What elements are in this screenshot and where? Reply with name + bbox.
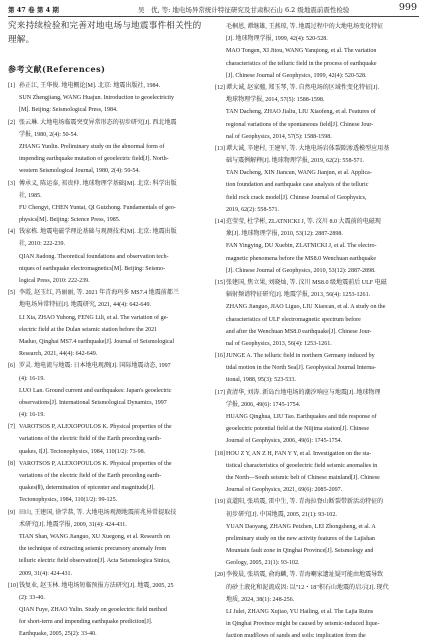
reference-line — [8, 580, 212, 592]
reference-text: Research, 2021, 44(4): 642-649. — [19, 351, 98, 358]
reference-text: 黄清华, 刘涛. 新岛台地电场的潮汐响应与地震[J]. 地球物理 — [226, 389, 381, 396]
reference-text: TIAN Shan, WANG Jianguo, XU Xuegong, et al. Research on — [19, 533, 170, 540]
reference-line — [8, 568, 212, 580]
reference-line — [215, 301, 421, 313]
reference-text: regional variations of the spontaneous field[J]. Chinese Jour- — [226, 121, 374, 128]
reference-entry — [215, 496, 421, 569]
reference-text: Earthquake, 2005, 25(2): 33-40. — [19, 631, 97, 638]
reference-line — [215, 387, 421, 399]
reference-text: variations of the electric field of the Earth preceding earth- — [19, 436, 162, 443]
reference-entry — [8, 507, 212, 580]
reference-line — [215, 374, 421, 386]
reference-line — [215, 58, 421, 70]
reference-line — [8, 543, 212, 555]
reference-text: impending earthquake mutation of geoelectric field[J]. North- — [19, 156, 169, 163]
reference-line — [215, 338, 421, 350]
reference-line — [8, 226, 212, 238]
reference-text: nal of Geophysics, 2013, 56(4): 1253-1261. — [226, 340, 332, 347]
reference-line — [8, 616, 212, 628]
reference-number: [4] — [8, 229, 16, 236]
reference-text: tidal motion in the North Sea[J]. Geophysical Journal Interna- — [226, 365, 376, 372]
reference-text: (4): 16-19. — [19, 375, 45, 382]
reference-number: [9] — [8, 509, 16, 516]
reference-text: Journal of Geophysics, 2021, 69(6): 2085-2097. — [226, 487, 343, 494]
reference-text: 李俊晨, 张培震, 俞海麟, 等. 青海喇家遗址疑可能由地震导致 — [226, 572, 384, 579]
reference-text: [J]. Chinese Journal of Geophysics, 1999, 42(4): 520-528. — [226, 72, 367, 79]
reference-number: [7] — [8, 424, 16, 431]
reference-text: 范莹莹, 杜学彬, ZLATNICKI J, 等. 汶川 8.0 大震前的电磁现 — [226, 219, 381, 225]
reference-line — [8, 433, 212, 445]
reference-line — [215, 435, 421, 447]
reference-text: physics[M]. Beijing: Science Press, 1985. — [19, 217, 121, 224]
reference-entry — [215, 350, 421, 387]
reference-line — [215, 460, 421, 472]
reference-line — [215, 630, 421, 642]
reference-text: 谭大诚, 赵家骝, 郑玉琴, 等. 自然电场的区域性变化特征[J]. — [226, 84, 380, 91]
reference-text: Journal of Geophysics, 2006, 49(6): 1745-1754. — [226, 438, 343, 445]
reference-entry — [215, 216, 421, 277]
reference-text: electric field at the Dulan seismic station before the 2021 — [19, 326, 158, 333]
reference-text: tion foundation and earthquake case analysis of the telluric — [226, 182, 369, 189]
reference-line — [215, 253, 421, 265]
reference-number: [15] — [215, 279, 226, 286]
reference-line — [215, 70, 421, 82]
reference-entry — [215, 21, 421, 82]
reference-line — [8, 409, 212, 421]
reference-text: 的砂土液化和泥流成因: 以"12・18"积石山地震的启示[J]. 现代 — [226, 584, 389, 591]
reference-line — [215, 277, 421, 289]
reference-line — [8, 592, 212, 604]
reference-text: field rock crack model[J]. Chinese Journal of Geophysics, — [226, 194, 367, 201]
reference-text: nal of Geophysics, 2014, 57(5): 1588-1598. — [226, 133, 332, 140]
reference-text: telluric electric field observation[J]. Acta Seismologica Sinica, — [19, 558, 171, 565]
reference-line — [8, 178, 212, 190]
reference-line — [8, 299, 212, 311]
reference-entry — [8, 458, 212, 507]
reference-text: HOU Z Y, AN Z H, FAN Y Y, et al. Investigation on the sta- — [226, 450, 372, 457]
reference-number: [16] — [215, 353, 226, 360]
reference-line — [8, 287, 212, 299]
reference-line — [215, 606, 421, 618]
reference-text: 术研究[J]. 地震学报, 2009, 31(4): 424-431. — [19, 521, 127, 528]
reference-line — [8, 555, 212, 567]
reference-number: [1] — [8, 83, 16, 89]
reference-text: 础与震例解释[J]. 地球物理学报, 2019, 62(2): 558-571. — [226, 158, 365, 165]
reference-number: [3] — [8, 180, 16, 187]
reference-entry — [8, 360, 212, 421]
references-right-column — [215, 21, 421, 643]
reference-text: characteristics of ULF electromagnetic spectrum before — [226, 316, 361, 323]
reference-line — [8, 397, 212, 409]
reference-line — [8, 482, 212, 494]
body-text-line: 理解。 — [8, 35, 35, 45]
reference-text: LI Xia, ZHAO Yuhong, FENG Lili, et al. The variation of ge- — [19, 314, 169, 321]
reference-line — [215, 557, 421, 569]
page-header — [8, 2, 419, 17]
reference-line — [8, 385, 212, 397]
reference-line — [8, 312, 212, 324]
journal-volume: 第 47 卷 第 4 期 — [8, 6, 59, 14]
reference-text: the North—South seismic belt of Chinese mainland[J]. Chinese — [226, 474, 380, 481]
reference-text: 钱家栋. 地震电磁学理论基础与观测技术[M]. 北京: 地震出版 — [19, 229, 177, 236]
reference-line — [8, 373, 212, 385]
reference-text: 地电场异常特征[J]. 地震研究, 2021, 44(4): 642-649. — [19, 302, 152, 309]
reference-text: FU Chengyi, CHEN Yuntai, QI Guizhong. Fundamentals of geo- — [19, 204, 176, 211]
reference-line — [8, 104, 212, 116]
reference-text: 张建国, 焦立果, 刘晓灿, 等. 汶川 MS8.0 级地震前后 ULF 电磁 — [226, 279, 387, 286]
reference-text: ZHANG Yunlin. Preliminary study on the abnormal form of — [19, 143, 165, 150]
reference-line — [8, 421, 212, 433]
reference-text: 田山, 王建国, 徐学恭, 等. 大地电场观测地震前兆异常提取技 — [19, 509, 177, 516]
reference-line — [215, 509, 421, 521]
reference-number: [8] — [8, 460, 16, 467]
reference-number: [2] — [8, 119, 16, 126]
reference-number: [19] — [215, 499, 226, 506]
reference-text: characteristics of the telluric field in the process of earthquake — [226, 60, 377, 67]
reference-line — [215, 289, 421, 301]
reference-entry — [215, 387, 421, 448]
reference-text: LUO Lan. Ground current and earthquakes: Japan's geoelectric — [19, 387, 172, 394]
reference-line — [215, 167, 421, 179]
reference-line — [8, 190, 212, 202]
reference-text: 2009, 31(4): 424-431. — [19, 570, 73, 577]
reference-line — [215, 265, 421, 277]
reference-text: observations[J]. International Seismological Dynamics, 1997 — [19, 399, 167, 406]
reference-text: SUN Zhengjiang, WANG Huajun. Introduction to geoelectricity — [19, 95, 175, 102]
reference-line — [8, 628, 212, 640]
reference-line — [8, 80, 212, 92]
reference-line — [215, 94, 421, 106]
reference-number: [14] — [215, 219, 226, 225]
reference-text: variations of the electric field of the Earth preceding earth- — [19, 473, 162, 479]
reference-entry — [8, 80, 212, 117]
reference-text: 钱复业, 赵玉林. 地电场短临预报方法研究[J]. 地震, 2005, 25 — [19, 582, 174, 589]
references-heading: 参考文献(References) — [8, 64, 106, 74]
reference-line — [8, 263, 212, 275]
reference-line — [8, 141, 212, 153]
reference-text: LI Julei, ZHANG Xujiao, YU Hailing, et al. The Lajia Ruins — [226, 609, 374, 615]
reference-entry — [215, 277, 421, 350]
reference-line — [8, 458, 212, 470]
body-text — [8, 19, 208, 47]
reference-line — [215, 411, 421, 423]
reference-entry — [215, 448, 421, 497]
reference-text: 初步研究[J]. 中国地震, 2005, 21(1): 93-102. — [226, 511, 337, 518]
reference-text: the technique of extracting seismic precursory anomaly from — [19, 546, 167, 553]
reference-text: QIAN Fuye, ZHAO Yulin. Study on geoelectric field method — [19, 607, 167, 614]
reference-line — [215, 569, 421, 581]
reference-number: [6] — [8, 363, 16, 370]
reference-line — [215, 484, 421, 496]
reference-text: ZHANG Jianguo, JIAO Liguo, LIU Xiaocan, et al. A study on the — [226, 304, 386, 311]
reference-text: 张云琳. 大地电场临震突变异常形态的初步研究[J]. 西北地震 — [19, 119, 177, 126]
reference-line — [8, 275, 212, 287]
reference-entry — [8, 287, 212, 360]
reference-text: 辐射频谱特征研究[J]. 地震学报, 2013, 56(4): 1253-1261. — [226, 292, 371, 299]
reference-line — [215, 545, 421, 557]
reference-line — [8, 92, 212, 104]
reference-line — [8, 117, 212, 129]
reference-entry — [8, 178, 212, 227]
reference-line — [215, 45, 421, 57]
reference-text: TAN Dacheng, ZHAO Jialiu, LIU Xiaofeng, et al. Features of — [226, 109, 376, 116]
reference-line — [215, 106, 421, 118]
reference-text: Geology, 2005, 21(1): 93-102. — [226, 560, 300, 567]
reference-text: 孙正江, 王华俊. 地电概论[M]. 北京: 地震出版社, 1984. — [19, 83, 161, 89]
reference-entry — [215, 143, 421, 216]
reference-line — [215, 448, 421, 460]
reference-line — [215, 21, 421, 33]
reference-text: tional, 1988, 95(3): 523-533. — [226, 377, 296, 384]
reference-text: VAROTSOS P, ALEXOPOULOS K. Physical properties of the — [19, 460, 172, 467]
reference-text: 毛桐恩, 谭继雄, 王燕琼, 等. 地震过程中的大地电场变化特征 — [226, 24, 384, 30]
reference-text: 学报, 1980, 2(4): 50-54. — [19, 131, 79, 138]
reference-line — [215, 33, 421, 45]
reference-line — [215, 326, 421, 338]
reference-line — [8, 531, 212, 543]
reference-entry — [8, 421, 212, 458]
reference-text: geoelectric potential field at the Niijima station[J]. Chinese — [226, 426, 370, 433]
reference-entry — [8, 580, 212, 641]
reference-line — [215, 521, 421, 533]
body-text-line: 究来持续检验和完善对地电场与地震事件相关性的 — [8, 21, 202, 31]
reference-line — [215, 618, 421, 630]
reference-text: [M]. Beijing: Seismological Press, 1984. — [19, 107, 118, 114]
reference-text: MAO Tongen, XI Jitou, WANG Yanqiong, et al. The variation — [226, 48, 377, 55]
reference-line — [8, 519, 212, 531]
reference-text: 学报, 2006, 49(6): 1745-1754. — [226, 401, 301, 408]
reference-line — [215, 204, 421, 216]
reference-line — [215, 179, 421, 191]
reference-entry — [215, 569, 421, 642]
reference-text: 地质, 2024, 38(1): 248-256. — [226, 596, 295, 603]
reference-line — [8, 251, 212, 263]
reference-line — [8, 324, 212, 336]
reference-number: [18] — [215, 450, 226, 457]
reference-line — [215, 131, 421, 143]
reference-text: Tectonophysics, 1984, 110(1/2): 99-125. — [19, 497, 118, 504]
reference-text: 社, 1985. — [19, 192, 42, 199]
reference-text: Maduo, Qinghai MS7.4 earthquake[J]. Journal of Seismological — [19, 338, 175, 345]
reference-entry — [8, 226, 212, 287]
reference-text: 地球物理学报, 2014, 57(5): 1588-1598. — [226, 97, 325, 104]
reference-text: preliminary study on the new activity features of the Lajishan — [226, 535, 375, 542]
references-left-column — [8, 80, 212, 641]
reference-text: 象[J]. 地球物理学报, 2010, 53(12): 2887-2898. — [226, 231, 343, 238]
reference-text: 傅承义, 陈运泰, 祁贵仲. 地球物理学基础[M]. 北京: 科学出版 — [19, 180, 177, 187]
reference-line — [215, 143, 421, 155]
reference-line — [215, 155, 421, 167]
reference-line — [8, 507, 212, 519]
reference-line — [215, 399, 421, 411]
reference-text: (4): 16-19. — [19, 412, 45, 419]
reference-line — [8, 360, 212, 372]
reference-line — [215, 423, 421, 435]
reference-entry — [8, 117, 212, 178]
reference-number: [17] — [215, 389, 226, 396]
reference-text: VAROTSOS P, ALEXOPOULOS K. Physical properties of the — [19, 424, 172, 431]
reference-line — [215, 216, 421, 228]
reference-line — [8, 470, 212, 482]
reference-text: [J]. 地球物理学报, 1999, 42(4): 520-528. — [226, 36, 328, 43]
reference-text: 罗灵. 地电流与地震: 日本地电观测[J]. 国际地震动态, 1997 — [19, 363, 171, 370]
running-title: 吴 优, 等: 地电场异常统计特征研究及甘肃积石山 6.2 级地震前震性检验 — [138, 6, 350, 14]
reference-line — [8, 604, 212, 616]
reference-number: [5] — [8, 290, 16, 297]
reference-text: HUANG Qinghua, LIU Tao. Earthquakes and tide response of — [226, 414, 377, 420]
reference-line — [215, 228, 421, 240]
reference-text: Mountain fault zone in Qinghai Province[J]. Seismology and — [226, 548, 374, 555]
reference-text: QIAN Jiadong. Theoretical foundations and observation tech- — [19, 253, 169, 260]
reference-text: JUNGE A. The telluric field in northern Germany induced by — [226, 353, 375, 360]
reference-text: faction mudflows of sands and soils: implication from the — [226, 633, 366, 640]
reference-text: and after the Wenchuan MS8.0 earthquake[J]. Chinese Jour- — [226, 328, 372, 335]
reference-text: niques of earthquake electromagnetics[M]. Beijing: Seismo- — [19, 265, 166, 272]
reference-text: tistical characteristics of geoelectric field seismic anomalies in — [226, 462, 378, 469]
reference-text: 袁道阳, 张培震, 雷中生, 等. 青海拉脊山断裂带新活动特征的 — [226, 499, 384, 506]
reference-text: 谭大诚, 辛建村, 王建军, 等. 大地电场岩体裂隙渗透模型应用基 — [226, 145, 390, 152]
reference-line — [215, 533, 421, 545]
reference-line — [8, 153, 212, 165]
reference-line — [215, 472, 421, 484]
reference-line — [215, 240, 421, 252]
reference-line — [8, 129, 212, 141]
reference-line — [215, 82, 421, 94]
reference-line — [8, 336, 212, 348]
reference-text: in Qinghai Province might be caused by seismic-induced lique- — [226, 621, 380, 628]
reference-text: (2): 33-40. — [19, 594, 45, 601]
reference-text: quakes(Ⅱ), determination of epicenter and magnitude[J]. — [19, 485, 155, 492]
reference-line — [215, 362, 421, 374]
reference-line — [8, 214, 212, 226]
reference-text: TAN Dacheng, XIN Jiancun, WANG Jianjun, et al. Applica- — [226, 170, 372, 177]
reference-line — [215, 594, 421, 606]
reference-text: for short-term and impending earthquake prediction[J]. — [19, 619, 153, 626]
reference-text: western Seismological Journal, 1980, 2(4): 50-54. — [19, 168, 140, 175]
reference-text: YUAN Daoyang, ZHANG Peizhen, LEI Zhongsheng, et al. A — [226, 523, 376, 530]
reference-line — [215, 496, 421, 508]
reference-line — [8, 348, 212, 360]
reference-line — [215, 582, 421, 594]
reference-entry — [215, 82, 421, 143]
reference-number: [12] — [215, 84, 226, 91]
reference-text: magnetic phenomena before the MS8.0 Wenchuan earthquake — [226, 255, 377, 262]
reference-text: 社, 2010: 222-239. — [19, 241, 66, 248]
reference-line — [8, 165, 212, 177]
reference-number: [20] — [215, 572, 226, 579]
reference-number: [13] — [215, 145, 226, 152]
reference-text: 2019, 62(2): 558-571. — [226, 206, 280, 213]
reference-line — [8, 202, 212, 214]
reference-line — [215, 314, 421, 326]
reference-line — [8, 238, 212, 250]
reference-text: [J]. Chinese Journal of Geophysics, 2010, 53(12): 2887-2898. — [226, 267, 376, 274]
page-number: 999 — [398, 2, 417, 13]
reference-text: logical Press, 2010: 222-239. — [19, 278, 90, 284]
reference-line — [215, 119, 421, 131]
reference-text: quakes, I[J]. Tectonophysics, 1984, 110(1/2): 73-98. — [19, 448, 146, 455]
reference-number: [10] — [8, 582, 19, 589]
reference-text: FAN Yingying, DU Xuebin, ZLATNICKI J, et al. The electro- — [226, 243, 377, 250]
reference-line — [8, 494, 212, 506]
reference-line — [8, 446, 212, 458]
reference-line — [215, 192, 421, 204]
reference-text: 李霞, 赵玉红, 冯丽丽, 等. 2021 年青海玛多 MS7.4 地震前都兰 — [19, 290, 179, 297]
reference-line — [215, 350, 421, 362]
